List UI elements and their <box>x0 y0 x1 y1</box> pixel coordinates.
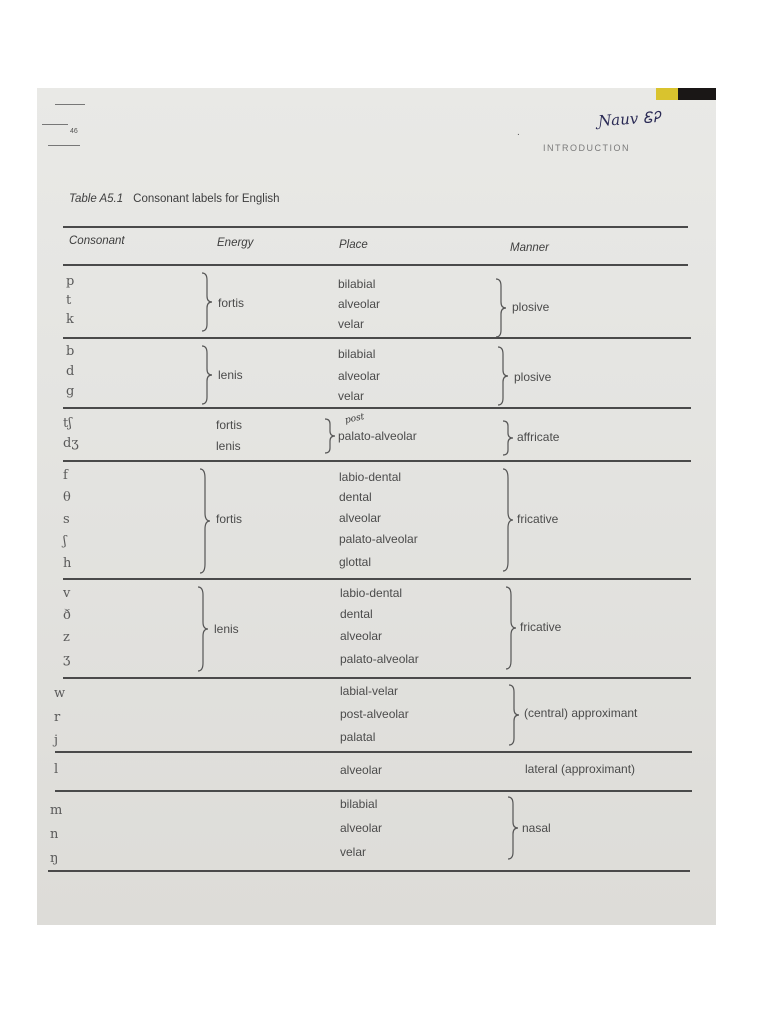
consonant-symbol: dʒ <box>63 436 79 451</box>
manner-label: fricative <box>520 620 562 634</box>
manner-brace <box>507 684 521 746</box>
place-label: palato-alveolar <box>340 652 419 666</box>
manner-brace <box>506 796 520 860</box>
consonant-symbol: k <box>66 312 74 327</box>
running-header: INTRODUCTION <box>543 143 630 153</box>
consonant-symbol: f <box>63 468 68 483</box>
consonant-symbol: p <box>66 274 75 289</box>
page-number: 46 <box>70 128 78 135</box>
handwritten-signature: Ɲauv ᏋᎮ <box>597 107 661 131</box>
group-rule <box>63 460 691 462</box>
consonant-symbol: n <box>50 827 59 842</box>
consonant-symbol: v <box>63 586 71 601</box>
group-rule <box>55 751 692 753</box>
header-manner: Manner <box>510 242 549 254</box>
consonant-symbol: ʒ <box>63 652 71 667</box>
place-label: labio-dental <box>340 586 403 600</box>
energy-label: lenis <box>214 622 239 636</box>
manner-brace <box>501 468 515 572</box>
edge-mark <box>48 145 80 146</box>
place-label: alveolar <box>340 821 383 835</box>
background-shadow <box>678 88 716 100</box>
place-label: palatal <box>340 730 376 744</box>
energy-brace <box>200 272 214 332</box>
handwritten-note: post <box>344 412 366 426</box>
manner-label: fricative <box>517 512 559 526</box>
consonant-symbol: d <box>66 364 75 379</box>
place-label: velar <box>340 845 367 859</box>
consonant-symbol: l <box>54 762 59 777</box>
manner-label: plosive <box>512 300 550 314</box>
consonant-symbol: j <box>54 733 59 748</box>
consonant-symbol: r <box>54 710 61 725</box>
energy-brace <box>196 586 210 672</box>
place-label: palato-alveolar <box>338 429 417 443</box>
place-brace <box>323 418 337 454</box>
edge-mark <box>55 104 85 105</box>
place-label: labial-velar <box>340 684 399 698</box>
manner-label: (central) approximant <box>524 706 638 720</box>
header-energy: Energy <box>217 237 254 249</box>
manner-brace <box>504 586 518 670</box>
place-label: labio-dental <box>339 470 402 484</box>
manner-label: plosive <box>514 370 552 384</box>
place-label: alveolar <box>338 297 381 311</box>
place-label: bilabial <box>340 797 378 811</box>
consonant-symbol: t <box>66 293 72 308</box>
header-place: Place <box>339 239 368 251</box>
manner-label: affricate <box>517 430 560 444</box>
consonant-symbol: h <box>63 556 72 571</box>
consonant-symbol: ʃ <box>63 534 67 549</box>
consonant-symbol: ŋ <box>50 851 59 866</box>
consonant-symbol: g <box>66 384 75 399</box>
table-number: Table A5.1 <box>69 193 124 205</box>
consonant-symbol: w <box>54 686 66 701</box>
consonant-symbol: tʃ <box>63 416 72 431</box>
manner-brace <box>496 346 510 406</box>
edge-mark <box>42 124 68 125</box>
mark-dot: . <box>517 127 520 138</box>
table-top-rule <box>63 226 688 228</box>
group-rule <box>63 677 691 679</box>
energy-label: fortis <box>216 418 243 432</box>
group-rule <box>63 337 691 339</box>
consonant-symbol: ð <box>63 608 71 623</box>
consonant-symbol: s <box>63 512 70 527</box>
table-caption <box>69 193 280 205</box>
consonant-symbol: b <box>66 344 75 359</box>
manner-label: nasal <box>522 821 551 835</box>
place-label: bilabial <box>338 347 376 361</box>
place-label: bilabial <box>338 277 376 291</box>
energy-label: lenis <box>218 368 243 382</box>
table-title: Consonant labels for English <box>133 193 280 205</box>
table-bottom-rule <box>48 870 690 872</box>
header-consonant: Consonant <box>69 235 125 247</box>
place-label: alveolar <box>340 629 383 643</box>
manner-label: lateral (approximant) <box>525 762 636 776</box>
energy-label: fortis <box>218 296 245 310</box>
consonant-symbol: z <box>63 630 70 645</box>
place-label: palato-alveolar <box>339 532 418 546</box>
background-object <box>656 88 678 100</box>
group-rule <box>63 407 691 409</box>
energy-brace <box>198 468 212 574</box>
consonant-symbol: m <box>50 803 63 818</box>
header-rule <box>63 264 688 266</box>
energy-brace <box>200 345 214 405</box>
place-label: alveolar <box>340 763 383 777</box>
place-label: alveolar <box>338 369 381 383</box>
place-label: velar <box>338 317 365 331</box>
energy-label: fortis <box>216 512 243 526</box>
manner-brace <box>494 278 508 338</box>
place-label: dental <box>339 490 372 504</box>
group-rule <box>63 578 691 580</box>
place-label: post-alveolar <box>340 707 409 721</box>
place-label: dental <box>340 607 373 621</box>
place-label: alveolar <box>339 511 382 525</box>
energy-label: lenis <box>216 439 241 453</box>
manner-brace <box>501 420 515 456</box>
place-label: glottal <box>339 555 372 569</box>
group-rule <box>55 790 692 792</box>
place-label: velar <box>338 389 365 403</box>
consonant-symbol: θ <box>63 490 71 505</box>
